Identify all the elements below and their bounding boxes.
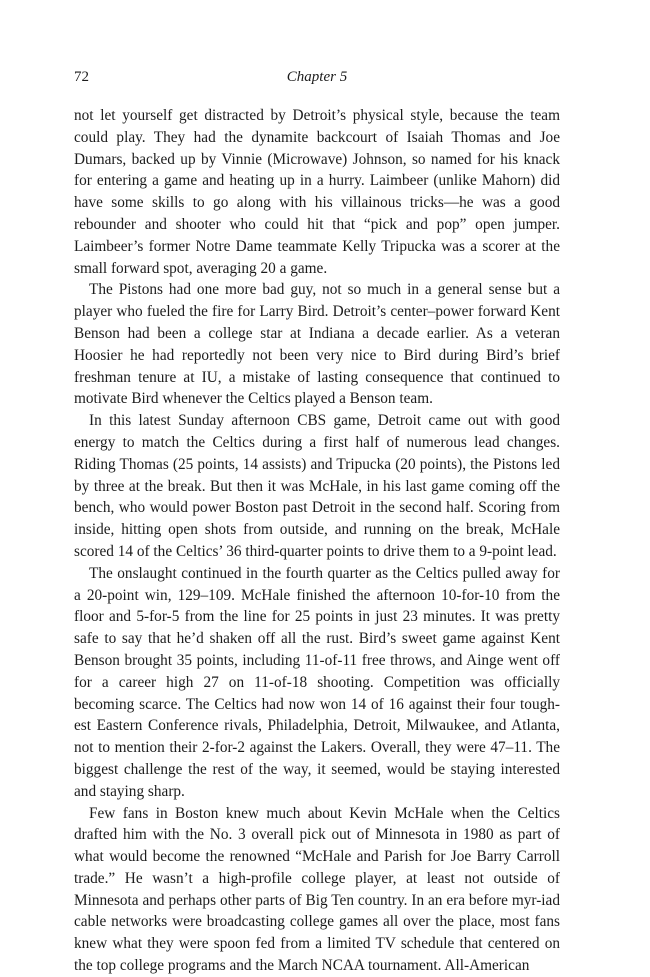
chapter-title: Chapter 5 bbox=[286, 69, 348, 85]
paragraph: not let yourself get distracted by Detroit’s physical style, because the team could play. They had the dynamite backcourt of Isaiah Thomas and Joe Dumars, backed up by Vinnie (Microwave) Johnson, so named for his knack for entering a game and heating up in a hurry. Laimbeer (unlike Mahorn) did have some skills to go along with his villainous tricks—he was a good rebounder and shooter who could hit that “pick and pop” open jumper. Laimbeer’s former Notre Dame teammate Kelly Tripucka was a scorer at the small forward spot, averaging 20 a game. bbox=[74, 107, 560, 277]
paragraph: Few fans in Boston knew much about Kevin McHale when the Celtics drafted him with the No. 3 overall pick out of Minnesota in 1980 as part of what would become the renowned “McHale and Parish for Joe Barry Carroll trade.” He wasn’t a high-profile college player, at least not outside of Minnesota and perhaps other parts of Big Ten country. In an era before myr-iad cable networks were broadcasting college games all over the place, most fans knew what they were spoon fed from a limited TV schedule that centered on the top college programs and the March NCAA tournament. All-American bbox=[74, 804, 560, 975]
paragraph: The onslaught continued in the fourth quarter as the Celtics pulled away for a 20-point win, 129–109. McHale finished the afternoon 10-for-10 from the floor and 5-for-5 from the line for 25 points in just 23 minutes. It was pretty safe to say that he’d shaken off all the rust. Bird’s sweet game against Kent Benson brought 35 points, including 11-of-11 free throws, and Ainge went off for a career high 27 on 11-of-18 shooting. Competition was officially becoming scarce. The Celtics had now won 14 of 16 against their four tough-est Eastern Conference rivals, Philadelphia, Detroit, Milwaukee, and Atlanta, not to mention their 2-for-2 against the Lakers. Overall, they were 47–11. The biggest challenge the rest of the way, it seemed, would be staying interested and staying sharp. bbox=[74, 564, 560, 800]
paragraph: The Pistons had one more bad guy, not so much in a general sense but a player who fueled the fire for Larry Bird. Detroit’s center–power forward Kent Benson had been a college star at Indiana a decade earlier. As a veteran Hoosier he had reportedly not been very nice to Bird during Bird’s brief freshman tenure at IU, a mistake of lasting consequence that continued to motivate Bird whenever the Celtics played a Benson team. bbox=[74, 281, 560, 408]
page-number: 72 bbox=[74, 69, 89, 85]
paragraph: In this latest Sunday afternoon CBS game, Detroit came out with good energy to match the Celtics during a first half of numerous lead changes. Riding Thomas (25 points, 14 assists) and Tripucka (20 points), the Pistons led by three at the break. But then it was McHale, in his last game coming off the bench, who would power Boston past Detroit in the second half. Scoring from inside, hitting open shots from outside, and running on the break, McHale scored 14 of the Celtics’ 36 third-quarter points to drive them to a 9-point lead. bbox=[74, 412, 560, 560]
book-page bbox=[74, 66, 560, 977]
running-head bbox=[74, 66, 560, 88]
body-text bbox=[74, 105, 560, 977]
